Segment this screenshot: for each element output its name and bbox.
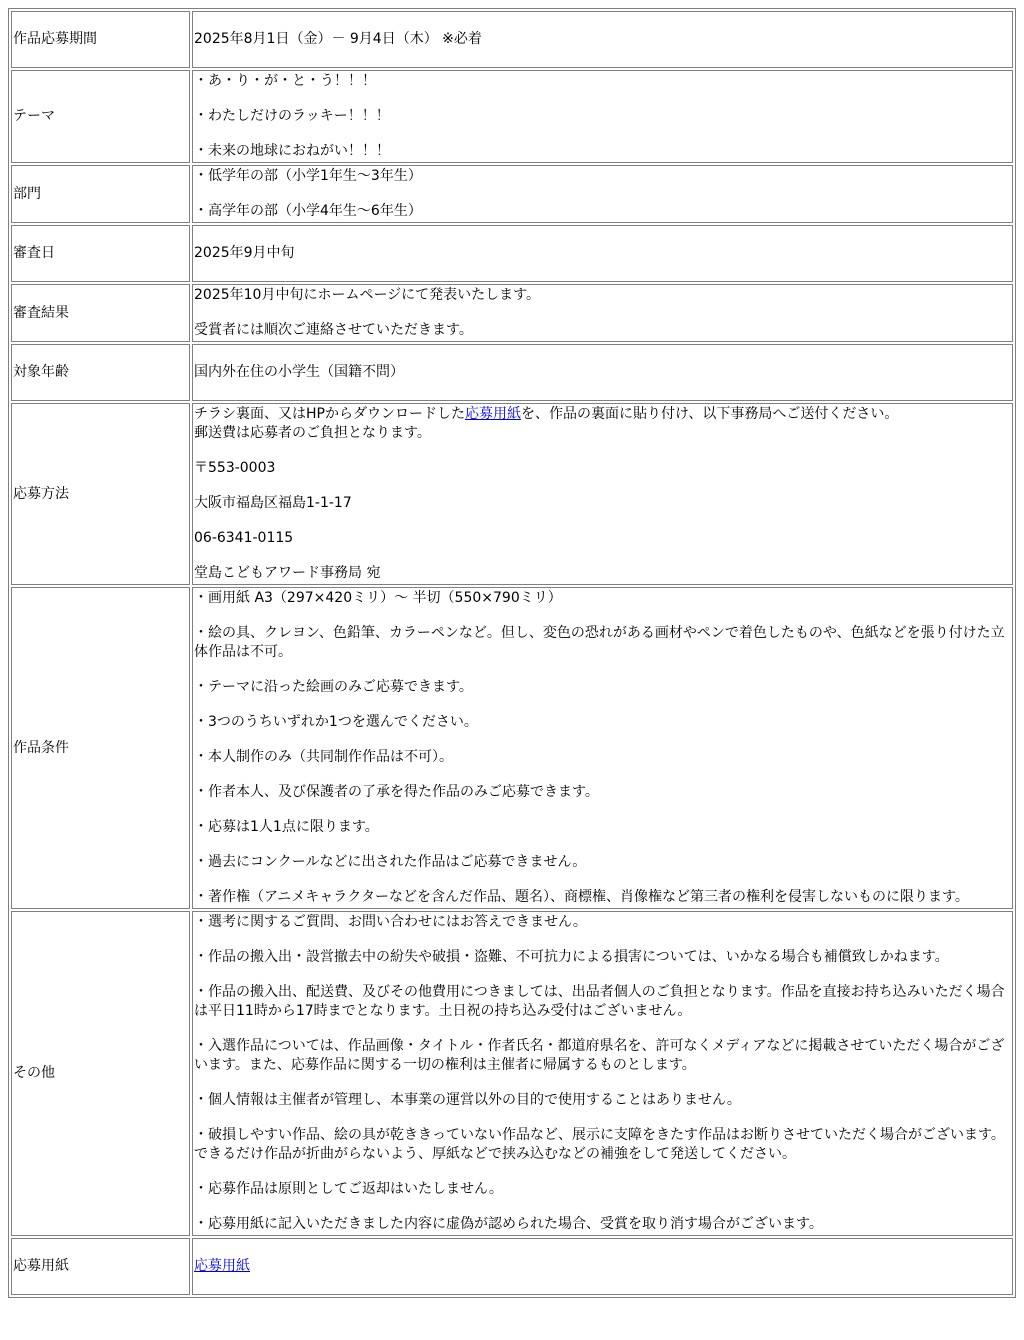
condition-item: ・本人制作のみ（共同制作作品は不可）。 [194,749,453,765]
condition-item: ・応募は1人1点に限ります。 [194,819,379,835]
row-application-form [11,1238,1013,1295]
judging-results-text [192,284,1013,342]
division-item: ・高学年の部（小学4年生～6年生） [194,203,422,219]
application-form-download-link[interactable]: 応募用紙 [194,1258,250,1274]
address: 大阪市福島区福島1-1-17 [194,495,352,511]
phone-number: 06-6341-0115 [194,530,294,546]
row-theme [11,70,1013,163]
condition-item: ・過去にコンクールなどに出された作品はご応募できません。 [194,854,587,870]
method-intro-text: チラシ裏面、又はHPからダウンロードした [194,406,465,422]
row-label: 対象年齢 [11,344,190,401]
application-form-link[interactable]: 応募用紙 [464,406,521,422]
results-line: 2025年10月中旬にホームページにて発表いたします。 [194,287,541,303]
other-notes-list [192,911,1013,1236]
theme-item: ・あ・り・が・と・う！！！ [194,73,376,89]
application-form-cell [192,1238,1013,1295]
results-line: 受賞者には順次ご連絡させていただきます。 [194,322,473,338]
row-judging-date [11,225,1013,282]
application-period-value: 2025年8月1日（金）－ 9月4日（木） ※必着 [192,11,1013,68]
row-label: 作品条件 [11,587,190,909]
other-note-item: ・応募作品は原則としてご返却はいたしません。 [194,1181,503,1197]
other-note-item: ・入選作品については、作品画像・タイトル・作者氏名・都道府県名を、許可なくメディアなどに掲載させていただく場合がございます。また、応募作品に関する一切の権利は主催者に帰属するものとします。 [194,1038,1005,1073]
other-note-item: ・作品の搬入出・設営撤去中の紛失や破損・盗難、不可抗力による損害については、いかなる場合も補償致しかねます。 [194,949,949,965]
division-item: ・低学年の部（小学1年生～3年生） [194,168,422,184]
row-division [11,165,1013,223]
application-method-text [192,403,1013,585]
condition-item: ・絵の具、クレヨン、色鉛筆、カラーペンなど。但し、変色の恐れがある画材やペンで着色したものや、色紙などを張り付けた立体作品は不可。 [194,625,1005,660]
theme-item: ・未来の地球におねがい！！！ [194,143,390,159]
row-label: 審査結果 [11,284,190,342]
row-judging-results [11,284,1013,342]
other-note-item: ・作品の搬入出、配送費、及びその他費用につきましては、出品者個人のご負担となります。作品を直接お持ち込みいただく場合は平日11時から17時までとなります。土日祝の持ち込み受付はございません。 [194,984,1005,1019]
postage-note: 郵送費は応募者のご負担となります。 [194,425,431,441]
condition-item: ・画用紙 A3（297×420ミリ）～ 半切（550×790ミリ） [194,590,562,606]
condition-item: ・3つのうちいずれか1つを選んでください。 [194,714,478,730]
row-other [11,911,1013,1236]
row-application-method [11,403,1013,585]
method-intro [194,405,1011,424]
row-work-conditions [11,587,1013,909]
application-info-table [8,8,1016,1298]
other-note-item: ・選考に関するご質問、お問い合わせにはお答えできません。 [194,914,587,930]
theme-list [192,70,1013,163]
judging-date-value: 2025年9月中旬 [192,225,1013,282]
other-note-item: ・応募用紙に記入いただきました内容に虚偽が認められた場合、受賞を取り消す場合がございます。 [194,1216,823,1232]
division-list [192,165,1013,223]
target-age-value: 国内外在住の小学生（国籍不問） [192,344,1013,401]
row-label: 作品応募期間 [11,11,190,68]
method-intro-text: を、作品の裏面に貼り付け、以下事務局へご送付ください。 [520,406,899,422]
row-label: 部門 [11,165,190,223]
row-target-age [11,344,1013,401]
other-note-item: ・破損しやすい作品、絵の具が乾ききっていない作品など、展示に支障をきたす作品はお断りさせていただく場合がございます。できるだけ作品が折曲がらないよう、厚紙などで挟み込むなどの補強をして発送してください。 [194,1127,1005,1162]
theme-item: ・わたしだけのラッキー！！！ [194,108,390,124]
row-label: 審査日 [11,225,190,282]
postal-code: 〒553-0003 [194,460,276,476]
condition-item: ・テーマに沿った絵画のみご応募できます。 [194,679,473,695]
condition-item: ・著作権（アニメキャラクターなどを含んだ作品、題名）、商標権、肖像権など第三者の権利を侵害しないものに限ります。 [194,889,969,905]
row-label: 応募方法 [11,403,190,585]
addressee: 堂島こどもアワード事務局 宛 [194,565,381,581]
other-note-item: ・個人情報は主催者が管理し、本事業の運営以外の目的で使用することはありません。 [194,1092,741,1108]
row-application-period [11,11,1013,68]
row-label: テーマ [11,70,190,163]
condition-item: ・作者本人、及び保護者の了承を得た作品のみご応募できます。 [194,784,599,800]
row-label: 応募用紙 [11,1238,190,1295]
row-label: その他 [11,911,190,1236]
work-conditions-list [192,587,1013,909]
